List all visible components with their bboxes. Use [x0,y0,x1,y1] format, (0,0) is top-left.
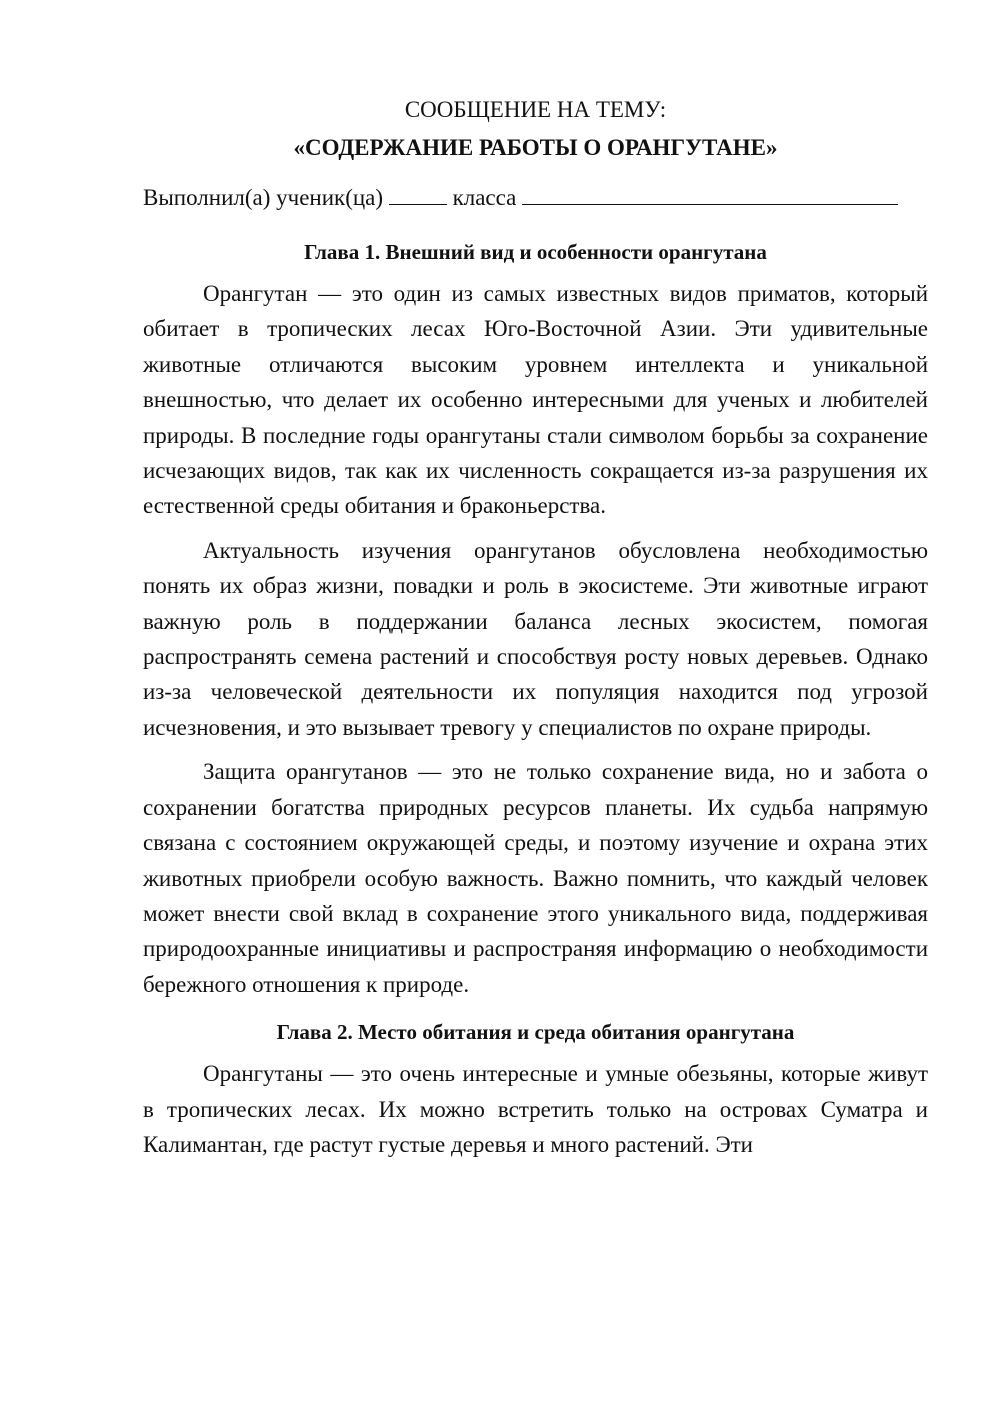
class-label: класса [452,185,517,210]
author-prefix: Выполнил(а) ученик(ца) [143,185,384,210]
chapter-1-paragraph: Орангутан — это один из самых известных видов приматов, который обитает в тропических лесах Юго-Восточной Азии. Эти удивительные животные отличаются высоким уровнем интеллекта и уникальной внешностью, что делает их особенно интересными для ученых и любителей природы. В последние годы орангутаны стали символом борьбы за сохранение исчезающих видов, так как их численность сокращается из-за разрушения их естественной среды обитания и браконьерства. [143,281,928,519]
author-line [143,180,928,216]
name-blank [522,182,898,205]
chapter-1-paragraph: Защита орангутанов — это не только сохранение вида, но и забота о сохранении богатства природных ресурсов планеты. Их судьба напрямую связана с состоянием окружающей среды, и поэтому изучение и охрана этих животных приобрели особую важность. Важно помнить, что каждый человек может внести свой вклад в сохранение этого уникального вида, поддерживая природоохранные инициативы и распространяя информацию о необходимости бережного отношения к природе. [143,759,928,997]
title-line-1: СООБЩЕНИЕ НА ТЕМУ: [404,97,667,122]
class-blank [389,182,447,205]
title-line-2: «СОДЕРЖАНИЕ РАБОТЫ О ОРАНГУТАНЕ» [293,135,778,160]
document-page [143,92,928,1171]
chapter-2-paragraph: Орангутаны — это очень интересные и умные обезьяны, которые живут в тропических лесах. Их можно встретить только на островах Суматра и Калимантан, где растут густые деревья и много растений. Эти [143,1061,928,1157]
chapter-1-paragraph: Актуальность изучения орангутанов обусловлена необходимостью понять их образ жизни, повадки и роль в экосистеме. Эти животные играют важную роль в поддержании баланса лесных экосистем, помогая распространять семена растений и способствуя росту новых деревьев. Однако из-за человеческой деятельности их популяция находится под угрозой исчезновения, и это вызывает тревогу у специалистов по охране природы. [143,537,928,740]
chapter-1-heading: Глава 1. Внешний вид и особенности орангутана [304,240,767,264]
chapter-2-heading: Глава 2. Место обитания и среда обитания орангутана [276,1020,795,1045]
